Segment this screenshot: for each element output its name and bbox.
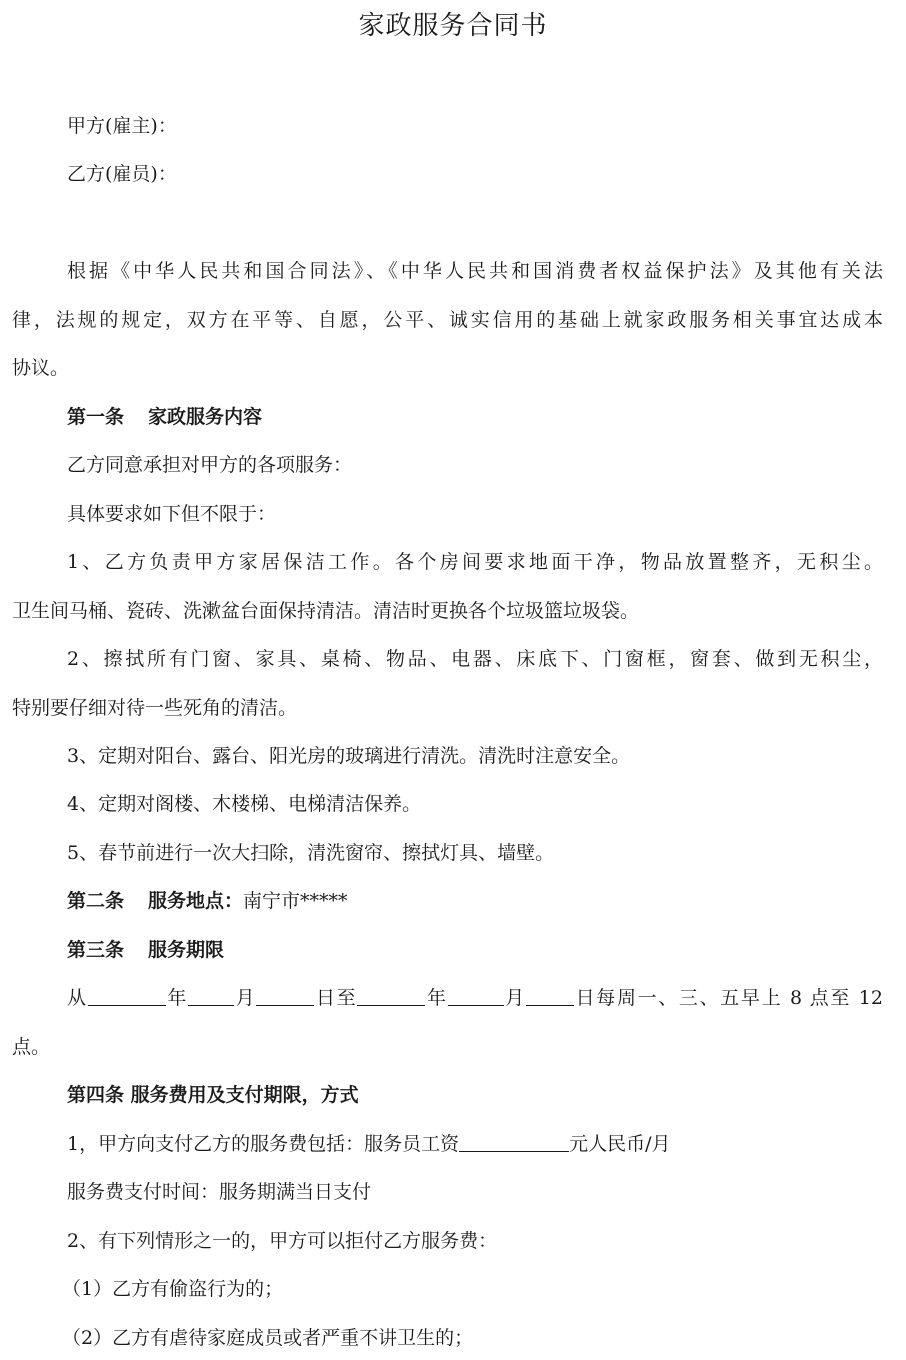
fee-line: [67, 1129, 671, 1159]
period-year-text-2: 年: [425, 987, 448, 1009]
start-year-blank[interactable]: [88, 985, 166, 1006]
period-from-text: 从: [67, 987, 88, 1009]
article-1-requirements: 具体要求如下但不限于：: [67, 503, 277, 525]
salary-amount-blank[interactable]: [459, 1131, 569, 1152]
document-title: 家政服务合同书: [358, 11, 548, 41]
period-schedule-text: 日每周一、三、五早上 8 点至 12: [573, 987, 883, 1009]
article-2-line: [67, 886, 348, 916]
fee-prefix-text: 1，甲方向支付乙方的服务费包括：服务员工资: [67, 1133, 460, 1155]
service-location-value: 南宁市*****: [243, 890, 348, 912]
preamble-line-1: 根据《中华人民共和国合同法》、《中华人民共和国消费者权益保护法》及其他有关法: [67, 260, 883, 282]
period-year-text: 年: [165, 987, 188, 1009]
preamble-line-2: 律，法规的规定，双方在平等、自愿，公平、诚实信用的基础上就家政服务相关事宜达成本: [12, 309, 883, 331]
start-month-blank[interactable]: [188, 985, 234, 1006]
condition-1: （1）乙方有偷盗行为的；: [62, 1278, 284, 1300]
condition-2: （2）乙方有虐待家庭成员或者严重不讲卫生的；: [62, 1327, 474, 1349]
payment-time: 服务费支付时间：服务期满当日支付: [67, 1181, 372, 1203]
article-4-heading: 第四条 服务费用及支付期限，方式: [67, 1084, 359, 1106]
item-4: 4、定期对阁楼、木楼梯、电梯清洁保养。: [67, 793, 422, 815]
article-3-title: 服务期限: [148, 939, 225, 961]
article-1-heading: [67, 402, 262, 432]
article-2-label: 服务地点：: [148, 890, 244, 912]
party-b-label: 乙方(雇员)：: [67, 163, 177, 185]
fee-suffix-text: 元人民币/月: [569, 1133, 671, 1155]
article-2-number: 第二条: [67, 890, 125, 912]
article-1-intro: 乙方同意承担对甲方的各项服务：: [67, 454, 353, 476]
article-3-heading: [67, 935, 224, 965]
item-1-line-1: 1、乙方负责甲方家居保洁工作。各个房间要求地面干净，物品放置整齐，无积尘。: [67, 551, 883, 573]
period-day-to-text: 日至: [314, 987, 358, 1009]
article-1-title: 家政服务内容: [148, 406, 263, 428]
service-period-line: [67, 983, 883, 1013]
article-1-number: 第一条: [67, 406, 125, 428]
service-period-end: 点。: [12, 1036, 51, 1058]
end-month-blank[interactable]: [448, 985, 504, 1006]
item-3: 3、定期对阳台、露台、阳光房的玻璃进行清洗。清洗时注意安全。: [67, 745, 631, 767]
article-3-number: 第三条: [67, 939, 125, 961]
item-2-line-2: 特别要仔细对待一些死角的清洁。: [12, 697, 298, 719]
end-year-blank[interactable]: [357, 985, 425, 1006]
item-1-line-2: 卫生间马桶、瓷砖、洗漱盆台面保持清洁。清洁时更换各个垃圾篮垃圾袋。: [12, 600, 640, 622]
refuse-payment-intro: 2、有下列情形之一的，甲方可以拒付乙方服务费：: [67, 1230, 498, 1252]
start-day-blank[interactable]: [256, 985, 314, 1006]
period-month-text-2: 月: [503, 987, 526, 1009]
period-month-text: 月: [234, 987, 257, 1009]
preamble-line-3: 协议。: [12, 357, 70, 379]
end-day-blank[interactable]: [526, 985, 574, 1006]
party-a-label: 甲方(雇主)：: [67, 115, 177, 137]
item-5: 5、春节前进行一次大扫除，清洗窗帘、擦拭灯具、墙壁。: [67, 842, 555, 864]
item-2-line-1: 2、擦拭所有门窗、家具、桌椅、物品、电器、床底下、门窗框，窗套、做到无积尘，: [67, 648, 883, 670]
